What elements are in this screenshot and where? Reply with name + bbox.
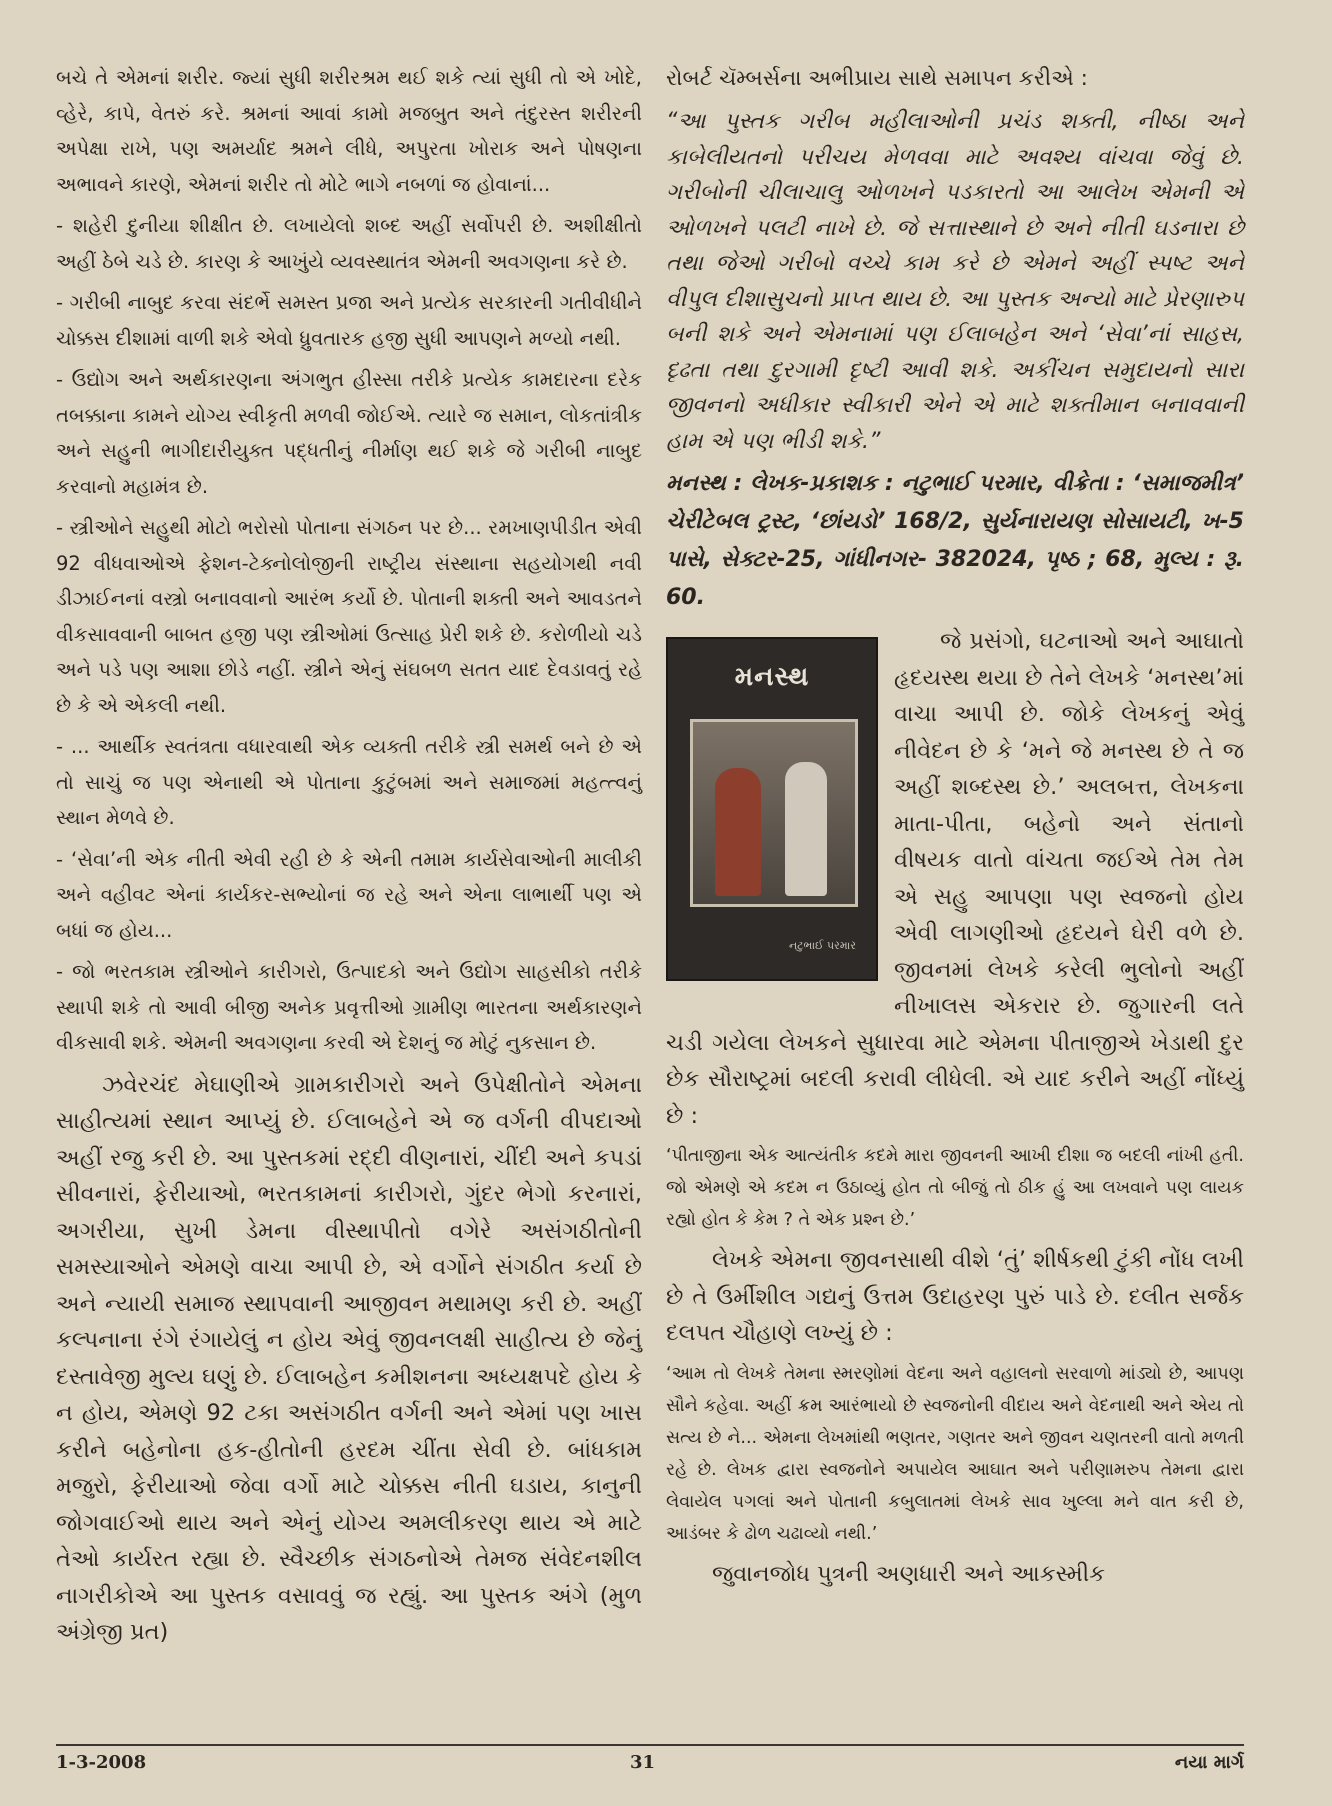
quoted-excerpt: ‘આમ તો લેખકે તેમના સ્મરણોમાં વેદના અને વહાલનો સરવાળો માંડ્યો છે, આપણ સૌને કહેવા. અહીં ક્રમ આરંભાયો છે સ્વજનોની વીદાય અને વેદનાથી અને એય તો સત્ય છે ને... એમના લેખમાંથી ભણતર, ગણતર અને જીવન ચણતરની વાતો મળતી રહે છે. લેખક દ્વારા સ્વજનોને અપાયેલ આઘાત અને પરીણામરુપ તેમના દ્વારા લેવાયેલ પગલાં અને પોતાની કબુલાતમાં લેખકે સાવ ખુલ્લા મને વાત કરી છે, આડંબર કે ઢોળ ચઢાવ્યો નથી.’: [666, 1363, 1244, 1544]
paragraph: જુવાનજોધ પુત્રની અણધારી અને આકસ્મીક: [712, 1560, 1106, 1587]
book-cover-author: નટુભાઈ પરમાર: [788, 938, 856, 952]
photo-figure-woman: [715, 768, 761, 896]
quote-block: “આ પુસ્તક ગરીબ મહીલાઓની પ્રચંડ શક્તી, નીષ્ઠા અને કાબેલીયતનો પરીચય મેળવવા માટે અવશ્ય વાંચવા જેવું છે. ગરીબોની ચીલાચાલુ ઓળખને પડકારતો આ આલેખ એમની એ ઓળખને પલટી નાખે છે. જે સત્તાસ્થાને છે અને નીતી ઘડનારા છે તથા જેઓ ગરીબો વચ્ચે કામ કરે છે એમને અહીં સ્પષ્ટ અને વીપુલ દીશાસુચનો પ્રાપ્ત થાય છે. આ પુસ્તક અન્યો માટે પ્રેરણારુપ બની શકે અને એમનામાં પણ ઈલાબહેન અને ‘સેવા’નાં સાહસ, દૃઢતા તથા દુરગામી દૃષ્ટી આવી શકે. અકીંચન સમુદાયનો સારા જીવનનો અધીકાર સ્વીકારી એને એ માટે શક્તીમાન બનાવવાની હામ એ પણ ભીડી શકે.”: [666, 109, 1244, 454]
paragraph: - ‘સેવા’ની એક નીતી એવી રહી છે કે એની તમામ કાર્યસેવાઓની માલીકી અને વહીવટ એનાં કાર્યકર-સભ્યોનાં જ રહે અને એના લાભાર્થી પણ એ બધાં જ હોય...: [56, 847, 642, 942]
book-details: [666, 465, 1244, 617]
left-column: [56, 60, 642, 1657]
book-cover-title: મનસ્થ: [734, 662, 810, 692]
paragraph: બચે તે એમનાં શરીર. જ્યાં સુધી શરીરશ્રમ થઈ શકે ત્યાં સુધી તો એ ખોદે, વ્હેરે, કાપે, વેતરું કરે. શ્રમનાં આવાં કામો મજબુત અને તંદુરસ્ત શરીરની અપેક્ષા રાખે, પણ અમર્યાદ શ્રમને લીધે, અપુરતા ખોરાક અને પોષણના અભાવને કારણે, એમનાં શરીર તો મોટે ભાગે નબળાં જ હોવાનાં...: [56, 66, 642, 196]
issue-date: 1-3-2008: [56, 1752, 147, 1773]
page-number: 31: [630, 1752, 656, 1773]
quoted-excerpt: ‘પીતાજીના એક આત્યંતીક કદમે મારા જીવનની આખી દીશા જ બદલી નાંખી હતી. જો એમણે એ કદમ ન ઉઠાવ્યું હોત તો બીજું તો ઠીક હું આ લખવાને પણ લાયક રહ્યો હોત કે કેમ ? તે એક પ્રશ્ન છે.’: [666, 1146, 1244, 1230]
book-label: મનસ્થ :: [666, 471, 743, 496]
magazine-name: નયા માર્ગ: [1174, 1752, 1244, 1773]
page-footer: [56, 1752, 1244, 1782]
right-column: [666, 60, 1244, 1598]
paragraph: - ગરીબી નાબુદ કરવા સંદર્ભે સમસ્ત પ્રજા અને પ્રત્યેક સરકારની ગતીવીધીને ચોક્કસ દીશામાં વાળી શકે એવો ધ્રુવતારક હજી સુધી આપણને મળ્યો નથી.: [56, 291, 642, 350]
photo-figure-man: [785, 762, 827, 896]
paragraph: ઝવેરચંદ મેઘાણીએ ગ્રામકારીગરો અને ઉપેક્ષીતોને એમના સાહીત્યમાં સ્થાન આપ્યું છે. ઈલાબહેને એ જ વર્ગની વીપદાઓ અહીં રજુ કરી છે. આ પુસ્તકમાં રદ્દી વીણનારાં, ચીંદી અને કપડાં સીવનારાં, ફેરીયાઓ, ભરતકામનાં કારીગરો, ગુંદર ભેગો કરનારાં, અગરીયા, સુખી ડેમના વીસ્થાપીતો વગેરે અસંગઠીતોની સમસ્યાઓને એમણે વાચા આપી છે, એ વર્ગોને સંગઠીત કર્યા છે અને ન્યાયી સમાજ સ્થાપવાની આજીવન મથામણ કરી છે. અહીં કલ્પનાના રંગે રંગાયેલું ન હોય એવું જીવનલક્ષી સાહીત્ય છે જેનું દસ્તાવેજી મુલ્ય ઘણું છે. ઈલાબહેન કમીશનના અધ્યક્ષપદે હોય કે ન હોય, એમણે 92 ટકા અસંગઠીત વર્ગની અને એમાં પણ ખાસ કરીને બહેનોના હક-હીતોની હરદમ ચીંતા સેવી છે. બાંધકામ મજુરો, ફેરીયાઓ જેવા વર્ગો માટે ચોક્કસ નીતી ઘડાય, કાનુની જોગવાઈઓ થાય અને એનું યોગ્ય અમલીકરણ થાય એ માટે તેઓ કાર્યરત રહ્યા છે. સ્વૈચ્છીક સંગઠનોએ તેમજ સંવેદનશીલ નાગરીકોએ આ પુસ્તક વસાવવું જ રહ્યું. આ પુસ્તક અંગે (મુળ અંગ્રેજી પ્રત): [56, 1071, 642, 1645]
paragraph: - શહેરી દુનીયા શીક્ષીત છે. લખાયેલો શબ્દ અહીં સર્વોપરી છે. અશીક્ષીતો અહીં ઠેબે ચડે છે. કારણ કે આખુંયે વ્યવસ્થાતંત્ર એમની અવગણના કરે છે.: [56, 214, 642, 273]
book-cover-image: [666, 637, 878, 981]
section-heading: રોબર્ટ ચૅમ્બર્સના અભીપ્રાય સાથે સમાપન કરીએ :: [666, 66, 1088, 91]
cover-photo: [690, 719, 858, 907]
paragraph: લેખકે એમના જીવનસાથી વીશે ‘તું’ શીર્ષકથી ટુંકી નોંધ લખી છે તે ઉર્મીશીલ ગદ્યનું ઉત્તમ ઉદાહરણ પુરું પાડે છે. દલીત સર્જક દલપત ચૌહાણે લખ્યું છે :: [666, 1247, 1244, 1346]
footer-rule: [56, 1744, 1244, 1746]
paragraph: - ... આર્થીક સ્વતંત્રતા વધારવાથી એક વ્યક્તી તરીકે સ્ત્રી સમર્થ બને છે એ તો સાચું જ પણ એનાથી એ પોતાના કુટુંબમાં અને સમાજમાં મહત્ત્વનું સ્થાન મેળવે છે.: [56, 735, 642, 829]
paragraph: જે પ્રસંગો, ઘટનાઓ અને આઘાતો હૃદયસ્થ થયા છે તેને લેખકે ‘મનસ્થ’માં વાચા આપી છે. જોકે લેખકનું એવું નીવેદન છે કે ‘મને જે મનસ્થ છે તે જ અહીં શબ્દસ્થ છે.’ અલબત્ત, લેખકના માતા-પીતા, બહેનો અને સંતાનો વીષયક વાતો વાંચતા જઈએ તેમ તેમ એ સહુ આપણા પણ સ્વજનો હોય એવી લાગણીઓ હૃદયને ઘેરી વળે છે. જીવનમાં લેખકે કરેલી ભુલોનો અહીં નીખાલસ એકરાર છે. જુગારની લતે ચડી ગયેલા લેખકને સુધારવા માટે એમના પીતાજીએ ખેડાથી દુર છેક સૌરાષ્ટ્રમાં બદલી કરાવી લીધેલી. એ યાદ કરીને અહીં નોંધ્યું છે :: [666, 628, 1244, 1129]
book-info: લેખક-પ્રકાશક : નટુભાઈ પરમાર, વીક્રેતા : ‘સમાજમીત્ર’ ચેરીટેબલ ટ્રસ્ટ, ‘છાંયડો’ 168/2, સુર્યનારાયણ સોસાયટી, ખ-5 પાસે, સેક્ટર-25, ગાંધીનગર- 382024, પૃષ્ઠ ; 68, મુલ્ય : રૂ. 60.: [666, 471, 1244, 610]
paragraph: - જો ભરતકામ સ્ત્રીઓને કારીગરો, ઉત્પાદકો અને ઉદ્યોગ સાહસીકો તરીકે સ્થાપી શકે તો આવી બીજી અનેક પ્રવૃત્તીઓ ગ્રામીણ ભારતના અર્થકારણને વીકસાવી શકે. એમની અવગણના કરવી એ દેશનું જ મોટું નુકસાન છે.: [56, 960, 642, 1054]
paragraph: - સ્ત્રીઓને સહુથી મોટો ભરોસો પોતાના સંગઠન પર છે... રમખાણપીડીત એવી 92 વીધવાઓએ ફેશન-ટેક્નોલોજીની રાષ્ટ્રીય સંસ્થાના સહયોગથી નવી ડીઝાઈનનાં વસ્ત્રો બનાવવાનો આરંભ કર્યો છે. પોતાની શક્તી અને આવડતને વીકસાવવાની બાબત હજી પણ સ્ત્રીઓમાં ઉત્સાહ પ્રેરી શકે છે. કરોળીયો ચડે અને પડે પણ આશા છોડે નહીં. સ્ત્રીને એનું સંઘબળ સતત યાદ દેવડાવતું રહે છે કે એ એકલી નથી.: [56, 516, 642, 717]
paragraph: - ઉદ્યોગ અને અર્થકારણના અંગભુત હીસ્સા તરીકે પ્રત્યેક કામદારના દરેક તબક્કાના કામને યોગ્ય સ્વીકૃતી મળવી જોઈએ. ત્યારે જ સમાન, લોકતાંત્રીક અને સહુની ભાગીદારીયુક્ત પદ્ધતીનું નીર્માણ થઈ શકે જે ગરીબી નાબુદ કરવાનો મહામંત્ર છે.: [56, 368, 642, 498]
